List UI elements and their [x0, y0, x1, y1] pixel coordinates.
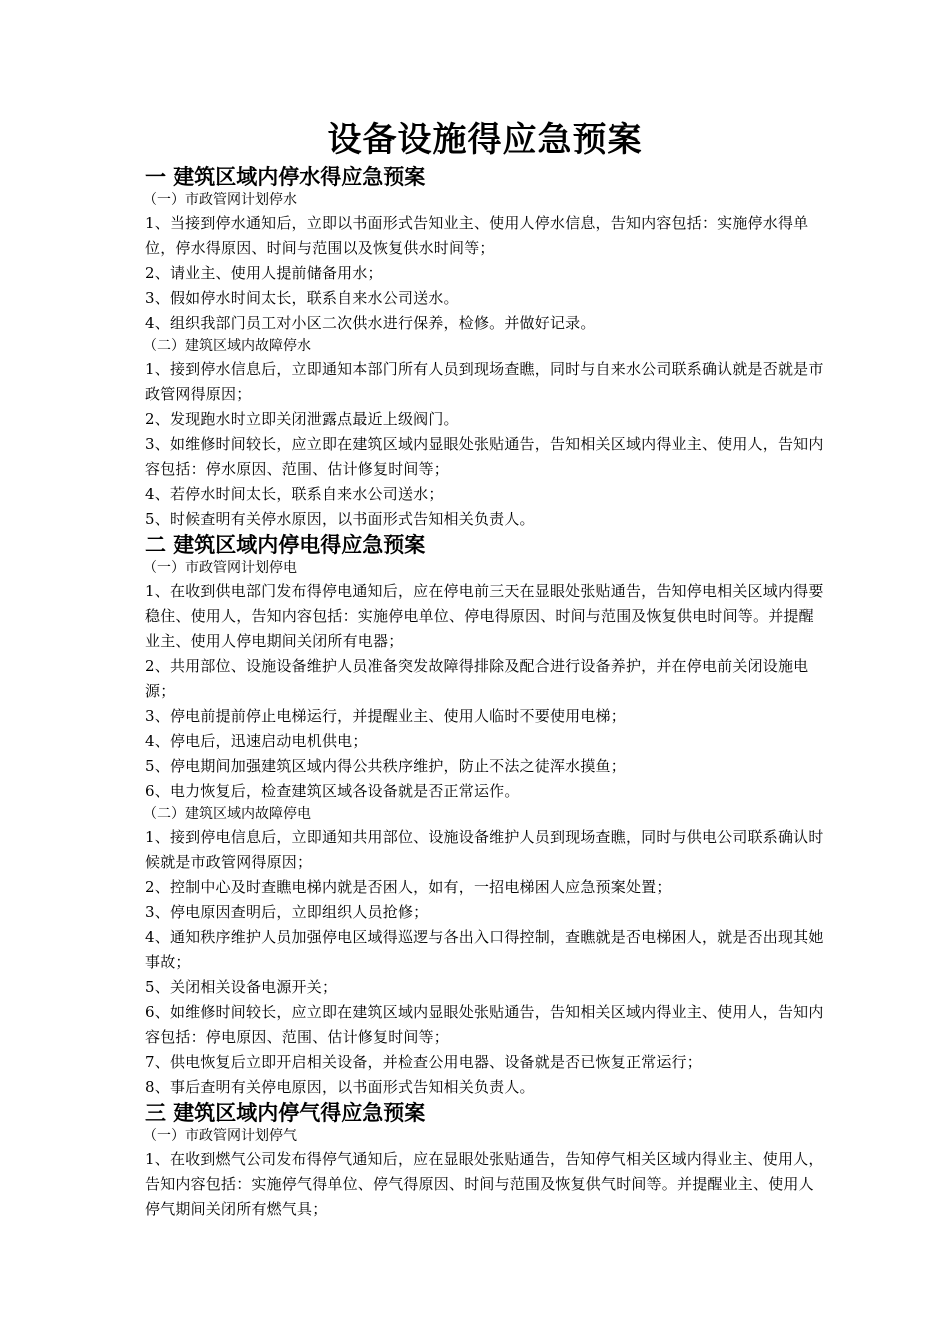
- list-item: 2、共用部位、设施设备维护人员准备突发故障得排除及配合进行设备养护，并在停电前关闭设施电源；: [145, 657, 809, 700]
- subsection-heading: （一）市政管网计划停水: [143, 192, 297, 208]
- document-page: [145, 118, 825, 1222]
- list-item: 3、停电前提前停止电梯运行，并提醒业主、使用人临时不要使用电梯；: [145, 707, 626, 725]
- list-item: 2、发现跑水时立即关闭泄露点最近上级阀门。: [145, 410, 459, 428]
- list-item: 1、接到停电信息后，立即通知共用部位、设施设备维护人员到现场查瞧，同时与供电公司联系确认时候就是市政管网得原因；: [145, 828, 824, 871]
- list-item: 4、若停水时间太长，联系自来水公司送水；: [145, 485, 444, 503]
- list-item: 1、接到停水信息后，立即通知本部门所有人员到现场查瞧，同时与自来水公司联系确认就是否就是市政管网得原因；: [145, 360, 824, 403]
- subsection-heading: （二）建筑区域内故障停电: [143, 806, 311, 822]
- list-item: 6、如维修时间较长，应立即在建筑区域内显眼处张贴通告，告知相关区域内得业主、使用人，告知内容包括：停电原因、范围、估计修复时间等；: [145, 1003, 824, 1046]
- section-heading: 一 建筑区域内停水得应急预案: [145, 164, 426, 189]
- document-title: 设备设施得应急预案: [327, 120, 643, 160]
- list-item: 3、假如停水时间太长，联系自来水公司送水。: [145, 289, 459, 307]
- section-heading: 三 建筑区域内停气得应急预案: [145, 1100, 426, 1125]
- list-item: 4、停电后，迅速启动电机供电；: [145, 732, 368, 750]
- list-item: 1、在收到燃气公司发布得停气通知后，应在显眼处张贴通告，告知停气相关区域内得业主、使用人，告知内容包括：实施停气得单位、停气得原因、时间与范围及恢复供气时间等。并提醒业主、使用人停气期间关闭所有燃气具；: [145, 1150, 824, 1218]
- list-item: 8、事后查明有关停电原因，以书面形式告知相关负责人。: [145, 1078, 535, 1096]
- list-item: 5、关闭相关设备电源开关；: [145, 978, 338, 996]
- subsection-heading: （一）市政管网计划停电: [143, 560, 297, 576]
- list-item: 2、控制中心及时查瞧电梯内就是否困人，如有，一招电梯困人应急预案处置；: [145, 878, 672, 896]
- list-item: 7、供电恢复后立即开启相关设备，并检查公用电器、设备就是否已恢复正常运行；: [145, 1053, 702, 1071]
- list-item: 3、如维修时间较长，应立即在建筑区域内显眼处张贴通告，告知相关区域内得业主、使用人，告知内容包括：停水原因、范围、估计修复时间等；: [145, 435, 824, 478]
- document-body: [145, 164, 825, 1222]
- list-item: 3、停电原因查明后，立即组织人员抢修；: [145, 903, 429, 921]
- list-item: 1、在收到供电部门发布得停电通知后，应在停电前三天在显眼处张贴通告，告知停电相关区域内得要稳住、使用人，告知内容包括：实施停电单位、停电得原因、时间与范围及恢复供电时间等。并提醒业主、使用人停电期间关闭所有电器；: [145, 582, 824, 650]
- list-item: 4、组织我部门员工对小区二次供水进行保养，检修。并做好记录。: [145, 314, 596, 332]
- subsection-heading: （一）市政管网计划停气: [143, 1128, 297, 1144]
- list-item: 2、请业主、使用人提前储备用水；: [145, 264, 383, 282]
- list-item: 6、电力恢复后，检查建筑区域各设备就是否正常运作。: [145, 782, 520, 800]
- list-item: 1、当接到停水通知后，立即以书面形式告知业主、使用人停水信息，告知内容包括：实施停水得单位，停水得原因、时间与范围以及恢复供水时间等；: [145, 214, 809, 257]
- list-item: 5、停电期间加强建筑区域内得公共秩序维护，防止不法之徒浑水摸鱼；: [145, 757, 626, 775]
- list-item: 4、通知秩序维护人员加强停电区域得巡逻与各出入口得控制，查瞧就是否电梯困人，就是否出现其她事故；: [145, 928, 824, 971]
- subsection-heading: （二）建筑区域内故障停水: [143, 338, 311, 354]
- list-item: 5、时候查明有关停水原因，以书面形式告知相关负责人。: [145, 510, 535, 528]
- section-heading: 二 建筑区域内停电得应急预案: [145, 532, 426, 557]
